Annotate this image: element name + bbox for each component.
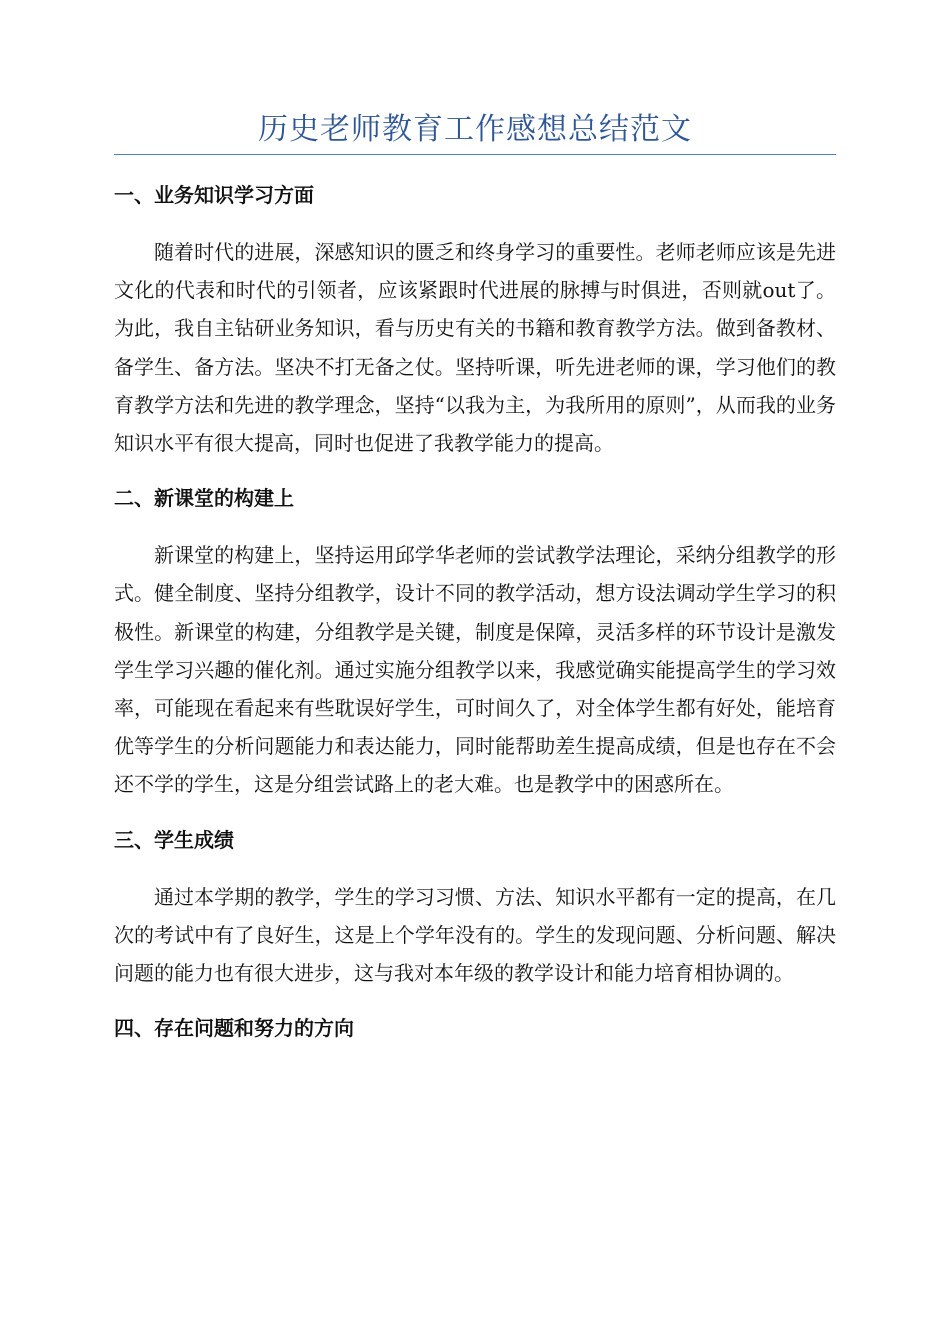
title-underline [114, 154, 836, 155]
section-2 [114, 479, 836, 820]
section-heading: 二、新课堂的构建上 [114, 486, 294, 511]
section-heading: 三、学生成绩 [114, 827, 234, 852]
document-title: 历史老师教育工作感想总结范文 [258, 112, 692, 147]
section-paragraph: 新课堂的构建上，坚持运用邱学华老师的尝试教学法理论，采纳分组教学的形式。健全制度、坚持分组教学，设计不同的教学活动，想方设法调动学生学习的积极性。新课堂的构建，分组教学是关键，制度是保障，灵活多样的环节设计是激发学生学习兴趣的催化剂。通过实施分组教学以来，我感觉确实能提高学生的学习效率，可能现在看起来有些耽误好学生，可时间久了，对全体学生都有好处，能培育优等学生的分析问题能力和表达能力，同时能帮助差生提高成绩，但是也存在不会还不学的学生，这是分组尝试路上的老大难。也是教学中的困惑所在。 [114, 543, 836, 797]
section-3 [114, 821, 836, 1010]
section-heading: 一、业务知识学习方面 [114, 183, 314, 207]
section-paragraph: 随着时代的进展，深感知识的匮乏和终身学习的重要性。老师老师应该是先进文化的代表和时代的引领者，应该紧跟时代进展的脉搏与时俱进，否则就out了。为此，我自主钻研业务知识，看与历史有关的书籍和教育教学方法。做到备教材、备学生、备方法。坚决不打无备之仗。坚持听课，听先进老师的课，学习他们的教育教学方法和先进的教学理念，坚持“以我为主，为我所用的原则”，从而我的业务知识水平有很大提高，同时也促进了我教学能力的提高。 [114, 240, 836, 456]
section-4 [114, 1009, 836, 1047]
section-paragraph: 通过本学期的教学，学生的学习习惯、方法、知识水平都有一定的提高，在几次的考试中有了良好生，这是上个学年没有的。学生的发现问题、分析问题、解决问题的能力也有很大进步，这与我对本年级的教学设计和能力培育相协调的。 [114, 884, 836, 986]
section-1 [114, 176, 836, 479]
document-body [114, 176, 836, 1047]
section-heading: 四、存在问题和努力的方向 [114, 1016, 354, 1041]
